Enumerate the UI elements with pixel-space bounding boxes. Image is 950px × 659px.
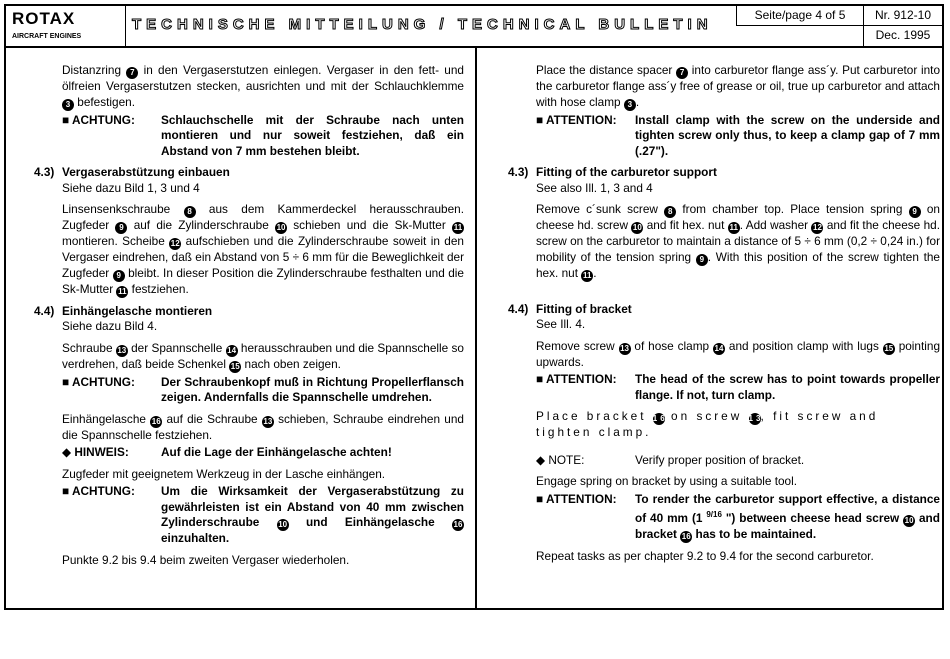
see-reference: Siehe dazu Bild 4.: [62, 319, 158, 333]
english-column: [508, 63, 940, 564]
reference-number-badge: 11: [583, 270, 592, 280]
column-divider: [475, 48, 477, 608]
text-run: festziehen.: [128, 281, 189, 296]
text-run: and bracket: [635, 510, 940, 541]
reference-number-badge: 10: [276, 223, 286, 232]
logo-subtitle: AIRCRAFT ENGINES: [12, 33, 82, 40]
reference-number-badge: 3: [62, 99, 74, 111]
header: [6, 6, 942, 48]
note-text: Auf die Lage der Einhängelasche achten!: [161, 445, 392, 459]
note-block: [508, 453, 940, 469]
text-run: on cheese hd. screw: [536, 202, 940, 232]
paragraph: [508, 339, 940, 371]
text-run: Place bracket: [536, 409, 653, 423]
reference-number-badge: 12: [813, 223, 822, 232]
bulletin-date: Dec. 1995: [863, 26, 942, 46]
warning-label: ■ ACHTUNG:: [62, 112, 135, 127]
text-run: into carburetor flange ass´y. Put carburetor into the carburetor flange ass´y free of grease or oil, true up carburetor and attach with hose clamp: [536, 63, 941, 109]
reference-number-badge: 15: [884, 343, 894, 353]
section-title: Einhängelasche montieren: [62, 303, 213, 318]
paragraph: [508, 409, 940, 441]
note-label: ◆ HINWEIS:: [62, 445, 129, 459]
reference-number-badge: 10: [632, 223, 642, 232]
reference-number-badge: 10: [278, 520, 288, 529]
see-reference: See Ill. 4.: [536, 317, 586, 331]
reference-number-badge: 9: [909, 206, 921, 218]
text-run: auf die Schraube: [162, 411, 262, 426]
note-text: Verify proper position of bracket.: [635, 452, 805, 467]
section-number: 4.4): [34, 303, 55, 318]
text-run: Remove c´sunk screw: [536, 202, 665, 216]
warning-label: ■ ACHTUNG:: [62, 374, 135, 389]
paragraph: Punkte 9.2 bis 9.4 beim zweiten Vergaser wiederholen.: [62, 552, 350, 567]
reference-number-badge: 7: [676, 67, 688, 79]
text-run: schieben, Schraube eindrehen und die Spannschelle festziehen.: [62, 411, 464, 442]
text-run: Um die Wirksamkeit der Vergaserabstützung zu gewährleisten ist ein Abstand von 40 mm zwischen Zylinderschraube: [161, 484, 464, 529]
text-run: .: [593, 265, 597, 280]
section-heading: [34, 165, 464, 181]
reference-number-badge: 13: [263, 416, 273, 426]
text-run: nach oben zeigen.: [241, 356, 341, 371]
see-reference: See also Ill. 1, 3 and 4: [536, 180, 653, 195]
text-run: Distanzring: [62, 63, 127, 77]
section-heading: [34, 304, 464, 320]
text-run: und Einhängelasche: [288, 515, 452, 529]
text-run: from chamber top. Place tension spring: [676, 202, 909, 216]
section-title: Fitting of bracket: [536, 301, 632, 316]
text-run: befestigen.: [74, 94, 135, 109]
reference-number-badge: 11: [729, 223, 738, 232]
paragraph: Engage spring on bracket by using a suitable tool.: [536, 474, 798, 488]
section-title: Fitting of the carburetor support: [536, 165, 717, 179]
text-run: Remove screw: [536, 338, 619, 353]
reference-number-badge: 9: [696, 254, 708, 266]
text-run: montieren. Scheibe: [62, 234, 170, 248]
bulletin-number: Nr. 912-10: [863, 6, 942, 26]
bulletin-page: [4, 4, 944, 610]
warning-label: ■ ATTENTION:: [536, 112, 617, 127]
warning-block: [508, 372, 940, 403]
text-run: has to be maintained.: [692, 526, 817, 541]
warning-text: Der Schraubenkopf muß in Richtung Propellerflansch zeigen. Andernfalls die Spannschelle umdrehen.: [161, 374, 464, 404]
warning-block: [508, 492, 940, 543]
text-run: . With this position of the screw tighten the hex. nut: [536, 249, 940, 280]
reference-number-badge: 8: [184, 206, 196, 218]
text-run: Schraube: [62, 340, 116, 355]
warning-block: [34, 113, 464, 160]
warning-text: Schlauchschelle mit der Schraube nach unten montieren und nur soweit festziehen, daß ein Abstand von 7 mm bestehen bleibt.: [161, 112, 464, 158]
paragraph: [34, 63, 464, 111]
paragraph: [508, 202, 940, 282]
text-run: Place the distance spacer: [536, 63, 677, 77]
paragraph: [34, 412, 464, 444]
warning-block: [508, 113, 940, 160]
text-run: auf die Zylinderschraube: [127, 218, 276, 232]
section-number: 4.3): [508, 165, 529, 179]
section-heading: [508, 165, 940, 181]
reference-number-badge: 16: [681, 531, 691, 541]
text-run: der Spannschelle: [127, 340, 226, 355]
reference-number-badge: 3: [624, 99, 636, 111]
logo: ROTAX: [12, 9, 76, 28]
logo-box: [6, 6, 126, 46]
text-run: in den Vergaserstutzen einlegen. Vergaser in den fett- und ölfreien Vergaserstutzen stecken, ausrichten und mit der Schlauchklemme: [62, 63, 464, 93]
reference-number-badge: 9: [115, 222, 127, 234]
reference-number-badge: 13: [620, 343, 629, 353]
page-number: Seite/page 4 of 5: [736, 6, 863, 26]
warning-block: [34, 484, 464, 547]
reference-number-badge: 11: [118, 286, 127, 296]
text-run: Einhängelasche: [62, 411, 151, 426]
note-label: ◆ NOTE:: [536, 452, 585, 467]
warning-label: ■ ATTENTION:: [536, 372, 617, 386]
paragraph: Repeat tasks as per chapter 9.2 to 9.4 for the second carburetor.: [536, 548, 874, 563]
warning-label: ■ ACHTUNG:: [62, 484, 135, 498]
reference-number-badge: 12: [170, 239, 180, 248]
warning-block: [34, 375, 464, 406]
section-number: 4.3): [34, 165, 55, 179]
reference-number-badge: 16: [453, 520, 463, 529]
paragraph: Zugfeder mit geeignetem Werkzeug in der Lasche einhängen.: [62, 466, 386, 481]
paragraph: [34, 202, 464, 298]
reference-number-badge: 11: [453, 223, 463, 232]
text-run: einzuhalten.: [161, 531, 230, 545]
text-run: on screw: [664, 409, 749, 423]
text-run: and fit hex. nut: [643, 218, 728, 232]
text-run: . Add washer: [739, 218, 812, 232]
reference-number-badge: 16: [652, 414, 668, 423]
reference-number-badge: 14: [227, 345, 237, 355]
text-run: of hose clamp: [630, 338, 713, 353]
reference-number-badge: 15: [230, 361, 240, 371]
text-run: To render the carburetor support effective, a distance of 40 mm (1: [635, 491, 940, 525]
warning-text: [161, 484, 464, 547]
text-run: , fit screw and tighten clamp.: [536, 409, 879, 439]
text-run: .: [635, 94, 640, 109]
text-run: bleibt. In dieser Position die Zylinderschraube festhalten und die Sk-Mutter: [62, 265, 464, 296]
reference-number-badge: 16: [151, 416, 161, 426]
warning-text: Install clamp with the screw on the underside and tighten screw only thus, to keep a clamp gap of 7 mm (.27").: [635, 112, 940, 158]
text-run: pointing upwards.: [536, 338, 941, 369]
warning-text: The head of the screw has to point towards propeller flange. If not, turn clamp.: [635, 372, 940, 402]
text-run: Linsensenkschraube: [62, 202, 184, 216]
warning-label: ■ ATTENTION:: [536, 491, 617, 506]
section-number: 4.4): [508, 301, 529, 316]
see-reference: Siehe dazu Bild 1, 3 und 4: [62, 180, 200, 195]
text-run: aufschieben und die Zylinderschraube soweit in den Vergaser eindrehen, daß ein Abstand von 5 ÷ 6 mm für die Beweglichkeit der Zugfeder: [62, 234, 464, 280]
fraction-superscript: 9/16: [706, 510, 722, 519]
text-run: ") between cheese head screw: [721, 510, 904, 525]
reference-number-badge: 13: [748, 414, 764, 423]
text-run: and position clamp with lugs: [725, 338, 883, 353]
note-block: [34, 445, 464, 461]
reference-number-badge: 13: [117, 345, 127, 355]
paragraph: [508, 63, 940, 111]
german-column: [34, 63, 464, 568]
warning-text: [635, 492, 940, 543]
bulletin-title: TECHNISCHE MITTEILUNG / TECHNICAL BULLETIN: [132, 16, 713, 33]
section-title: Vergaserabstützung einbauen: [62, 165, 230, 179]
paragraph: [34, 341, 464, 373]
text-run: herausschrauben und die Spannschelle so verdrehen, daß beide Schenkel: [62, 340, 464, 371]
text-run: aus dem Kammerdeckel herausschrauben. Zugfeder: [62, 202, 464, 232]
section-heading: [508, 302, 940, 318]
reference-number-badge: 14: [714, 343, 724, 353]
reference-number-badge: 10: [904, 515, 914, 525]
reference-number-badge: 8: [664, 206, 676, 218]
reference-number-badge: 9: [113, 270, 125, 282]
text-run: and fit the cheese hd. screw on the carburetor to maintain a distance of 5 ÷ 6 mm (0,2 ÷ 0,24 in.) for mobility of the tension spring: [536, 218, 941, 264]
reference-number-badge: 7: [126, 67, 138, 79]
text-run: schieben und die Sk-Mutter: [287, 218, 452, 232]
